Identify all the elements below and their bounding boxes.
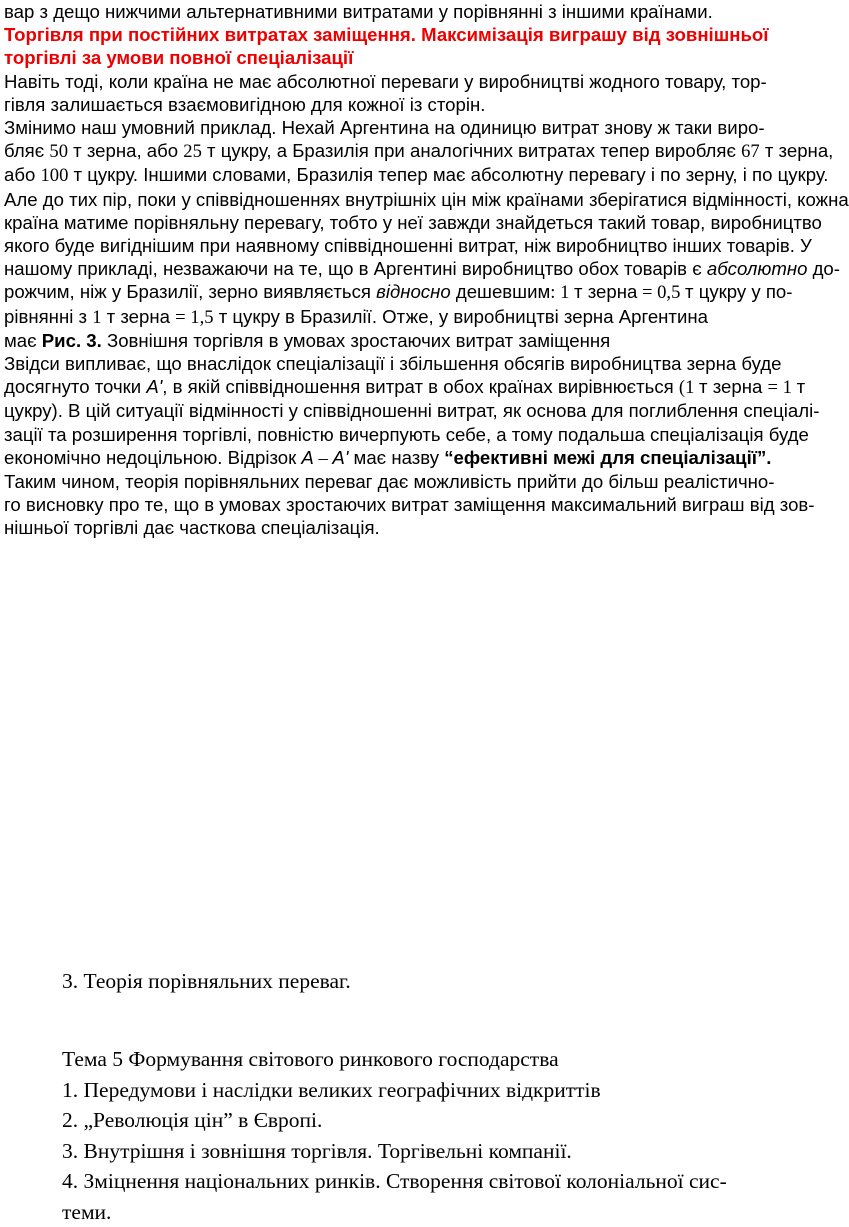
- text-run: т цукру, а Бразилія при аналогічних витратах тепер виробляє: [202, 140, 741, 161]
- emphasis: А: [301, 447, 313, 468]
- text-line: [4, 139, 812, 163]
- text-run: т зерна: [574, 281, 637, 302]
- text-line: го висновку про те, що в умовах зростаючих витрат заміщення максимальний виграш від зов-: [4, 493, 812, 516]
- topic-item: 4. Зміцнення національних ринків. Створення світової колоніальної сис-: [62, 1166, 810, 1197]
- text-run: т зерна: [102, 306, 176, 327]
- topic-item: 3. Внутрішня і зовнішня торгівля. Торгівельні компанії.: [62, 1136, 810, 1167]
- text-line: зації та розширення торгівлі, повністю вичерпують себе, а тому подальша спеціалізація буде: [4, 423, 812, 446]
- text-run: т зерна, або: [68, 140, 183, 161]
- topic-title: Тема 5 Формування світового ринкового господарства: [62, 1044, 810, 1075]
- text-run: досягнуто точки: [4, 376, 146, 397]
- topic-item: 1. Передумови і наслідки великих географічних відкриттів: [62, 1075, 810, 1106]
- emphasis: відносно: [376, 281, 451, 302]
- text-run: т: [797, 376, 806, 397]
- text-line: цукру). В цій ситуації відмінності у співвідношенні витрат, як основа для поглиблення спеціалі-: [4, 399, 812, 422]
- text-run: економічно недоцільною. Відрізок: [4, 447, 301, 468]
- term-definition: “ефективні межі для спеціалізації”.: [444, 447, 771, 468]
- text-run: до-: [807, 258, 840, 279]
- number: = 0,5: [637, 282, 685, 303]
- text-line: [4, 446, 812, 470]
- text-line: країна матиме порівняльну перевагу, тобто у неї завжди знайдеться такий товар, виробництво: [4, 211, 812, 234]
- number: : 1: [550, 282, 574, 303]
- text-line: Змінимо наш умовний приклад. Нехай Аргентина на одиницю витрат знову ж таки виро-: [4, 116, 812, 139]
- text-run: має назву: [348, 447, 444, 468]
- text-line: [4, 163, 812, 187]
- number: = 1,5: [175, 307, 213, 328]
- section-heading: Торгівля при постійних витратах заміщення. Максимізація виграшу від зовнішньої: [4, 23, 812, 46]
- figure-label: Рис. 3.: [42, 330, 102, 351]
- text-line: [4, 305, 812, 329]
- number: 100: [41, 165, 69, 186]
- number: 67: [741, 141, 760, 162]
- topic-item: 2. „Революція цін” в Європі.: [62, 1105, 810, 1136]
- text-line: Звідси випливає, що внаслідок спеціалізації і збільшення обсягів виробництва зерна буде: [4, 352, 812, 375]
- emphasis: А': [332, 447, 348, 468]
- text-line: [4, 329, 812, 352]
- figure-caption: Зовнішня торгівля в умовах зростаючих витрат заміщення: [102, 330, 610, 351]
- list-item: 3. Теорія порівняльних переваг.: [62, 966, 351, 997]
- text-run: т зерна,: [760, 140, 834, 161]
- text-line: нішньої торгівлі дає часткова спеціалізація.: [4, 516, 812, 539]
- text-run: бляє: [4, 140, 49, 161]
- section-heading: торгівлі за умови повної спеціалізації: [4, 46, 812, 69]
- text-line: гівля залишається взаємовигідною для кожної із сторін.: [4, 93, 812, 116]
- text-run: дешевшим: [451, 281, 551, 302]
- text-line: [4, 257, 812, 280]
- text-run: т зерна: [699, 376, 767, 397]
- text-run: або: [4, 164, 41, 185]
- number: (1: [679, 377, 699, 398]
- number: 50: [49, 141, 68, 162]
- text-line: якого буде вигіднішим при наявному співвідношенні витрат, ніж виробництво інших товарів. У: [4, 234, 812, 257]
- text-run: рівнянні з: [4, 306, 92, 327]
- text-run: , в якій співвідношення витрат в обох країнах вирівнюється: [162, 376, 679, 397]
- text-block: [4, 0, 812, 540]
- emphasis: А': [146, 376, 162, 397]
- text-run: т цукру у по-: [685, 281, 792, 302]
- text-run: т цукру. Іншими словами, Бразилія тепер має абсолютну перевагу і по зерну, і по цукру.: [68, 164, 828, 185]
- text-line: Але до тих пір, поки у співвідношеннях внутрішніх цін між країнами зберігатися відмінності, кожна: [4, 188, 812, 211]
- text-run: рожчим, ніж у Бразилії, зерно виявляється: [4, 281, 376, 302]
- text-run: має: [4, 330, 42, 351]
- topic-block: [62, 1044, 810, 1227]
- text-run: нашому прикладі, незважаючи на те, що в Аргентині виробництво обох товарів є: [4, 258, 707, 279]
- text-line: Навіть тоді, коли країна не має абсолютної переваги у виробництві жодного товару, тор-: [4, 70, 812, 93]
- text-line: вар з дещо нижчими альтернативними витратами у порівнянні з іншими країнами.: [4, 0, 812, 23]
- number: 25: [183, 141, 202, 162]
- emphasis: абсолютно: [707, 258, 808, 279]
- text-run: т цукру в Бразилії. Отже, у виробництві зерна Аргентина: [214, 306, 708, 327]
- text-line: [4, 280, 812, 304]
- text-line: [4, 375, 812, 399]
- number: = 1: [768, 377, 797, 398]
- dash: –: [314, 448, 333, 469]
- text-line: Таким чином, теорія порівняльних переваг дає можливість прийти до більш реалістично-: [4, 470, 812, 493]
- number: 1: [92, 307, 101, 328]
- numbered-item: [62, 966, 351, 997]
- topic-item: теми.: [62, 1197, 810, 1227]
